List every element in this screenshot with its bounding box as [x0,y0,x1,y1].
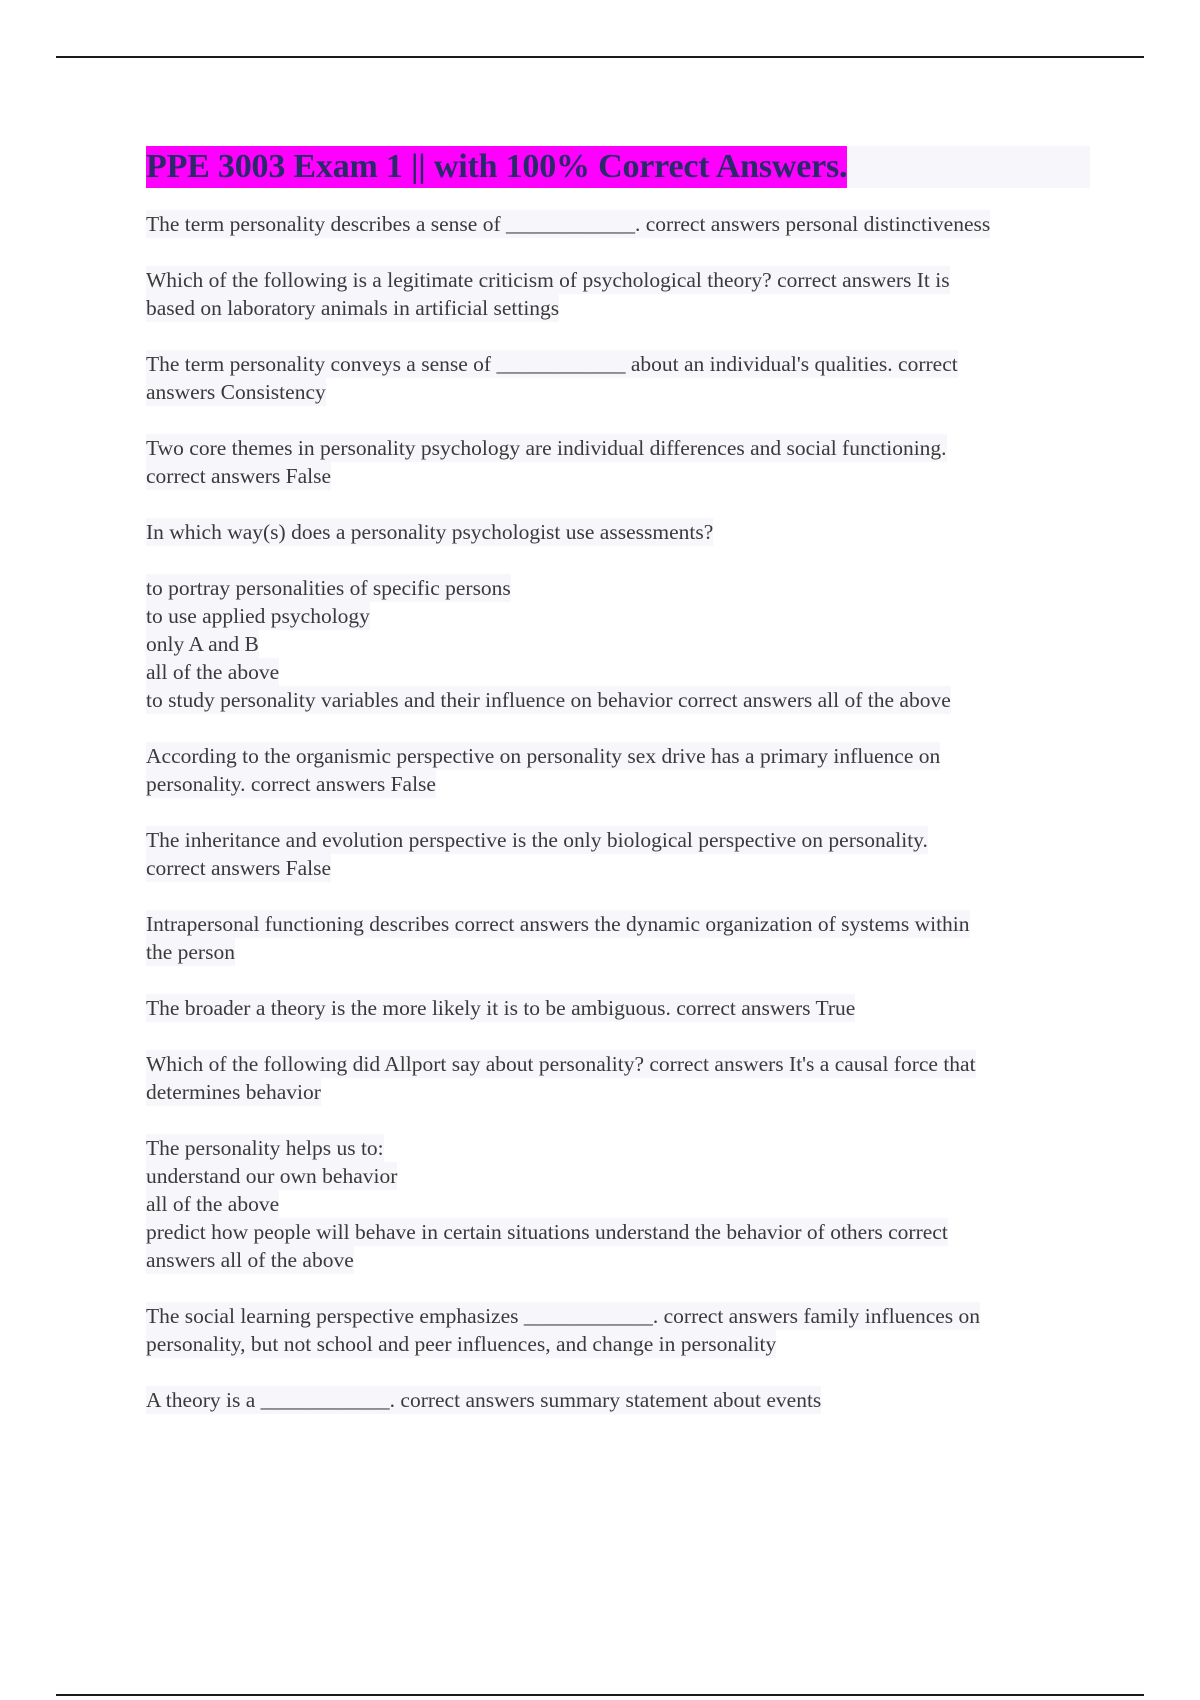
qa-line: Intrapersonal functioning describes correct answers the dynamic organization of systems within [146,912,970,936]
qa-line: Which of the following did Allport say about personality? correct answers It's a causal force that [146,1052,976,1076]
qa-line: to use applied psychology [146,604,370,628]
qa-line: answers all of the above [146,1248,354,1272]
qa-line: According to the organismic perspective on personality sex drive has a primary influence on [146,744,941,768]
qa-item [146,1134,1090,1274]
title-row [146,146,1090,188]
qa-item [146,434,1090,490]
qa-item [146,210,1090,238]
qa-line: The inheritance and evolution perspective is the only biological perspective on personality. [146,828,928,852]
qa-item [146,1050,1090,1106]
top-rule [56,56,1144,58]
qa-line: understand our own behavior [146,1164,398,1188]
qa-line: predict how people will behave in certain situations understand the behavior of others correct [146,1220,948,1244]
qa-item [146,574,1090,714]
qa-line: The broader a theory is the more likely it is to be ambiguous. correct answers True [146,996,856,1020]
qa-line: to study personality variables and their influence on behavior correct answers all of the above [146,688,951,712]
qa-item [146,266,1090,322]
qa-line: answers Consistency [146,380,326,404]
qa-line: Which of the following is a legitimate criticism of psychological theory? correct answers It is [146,268,950,292]
qa-line: correct answers False [146,464,332,488]
qa-item [146,350,1090,406]
qa-line: to portray personalities of specific persons [146,576,511,600]
qa-line: all of the above [146,660,280,684]
qa-line: based on laboratory animals in artificial settings [146,296,560,320]
qa-item [146,1386,1090,1414]
qa-item [146,910,1090,966]
qa-line: A theory is a ____________. correct answers summary statement about events [146,1388,822,1412]
qa-line: the person [146,940,235,964]
qa-line: The term personality describes a sense of ____________. correct answers personal distinctiveness [146,212,991,236]
qa-item [146,994,1090,1022]
qa-line: The social learning perspective emphasizes ____________. correct answers family influences on [146,1304,981,1328]
document-body [146,146,1090,1442]
qa-item [146,1302,1090,1358]
qa-line: The personality helps us to: [146,1136,384,1160]
qa-line: correct answers False [146,856,332,880]
qa-list [146,210,1090,1414]
qa-line: In which way(s) does a personality psychologist use assessments? [146,520,714,544]
document-title: PPE 3003 Exam 1 || with 100% Correct Answers. [146,146,847,188]
qa-line: Two core themes in personality psychology are individual differences and social functioning. [146,436,947,460]
bottom-rule [56,1694,1144,1696]
qa-line: personality. correct answers False [146,772,436,796]
qa-item [146,742,1090,798]
qa-line: all of the above [146,1192,280,1216]
qa-line: The term personality conveys a sense of ____________ about an individual's qualities. correct [146,352,958,376]
qa-item [146,518,1090,546]
qa-item [146,826,1090,882]
qa-line: determines behavior [146,1080,321,1104]
qa-line: only A and B [146,632,259,656]
qa-line: personality, but not school and peer influences, and change in personality [146,1332,777,1356]
